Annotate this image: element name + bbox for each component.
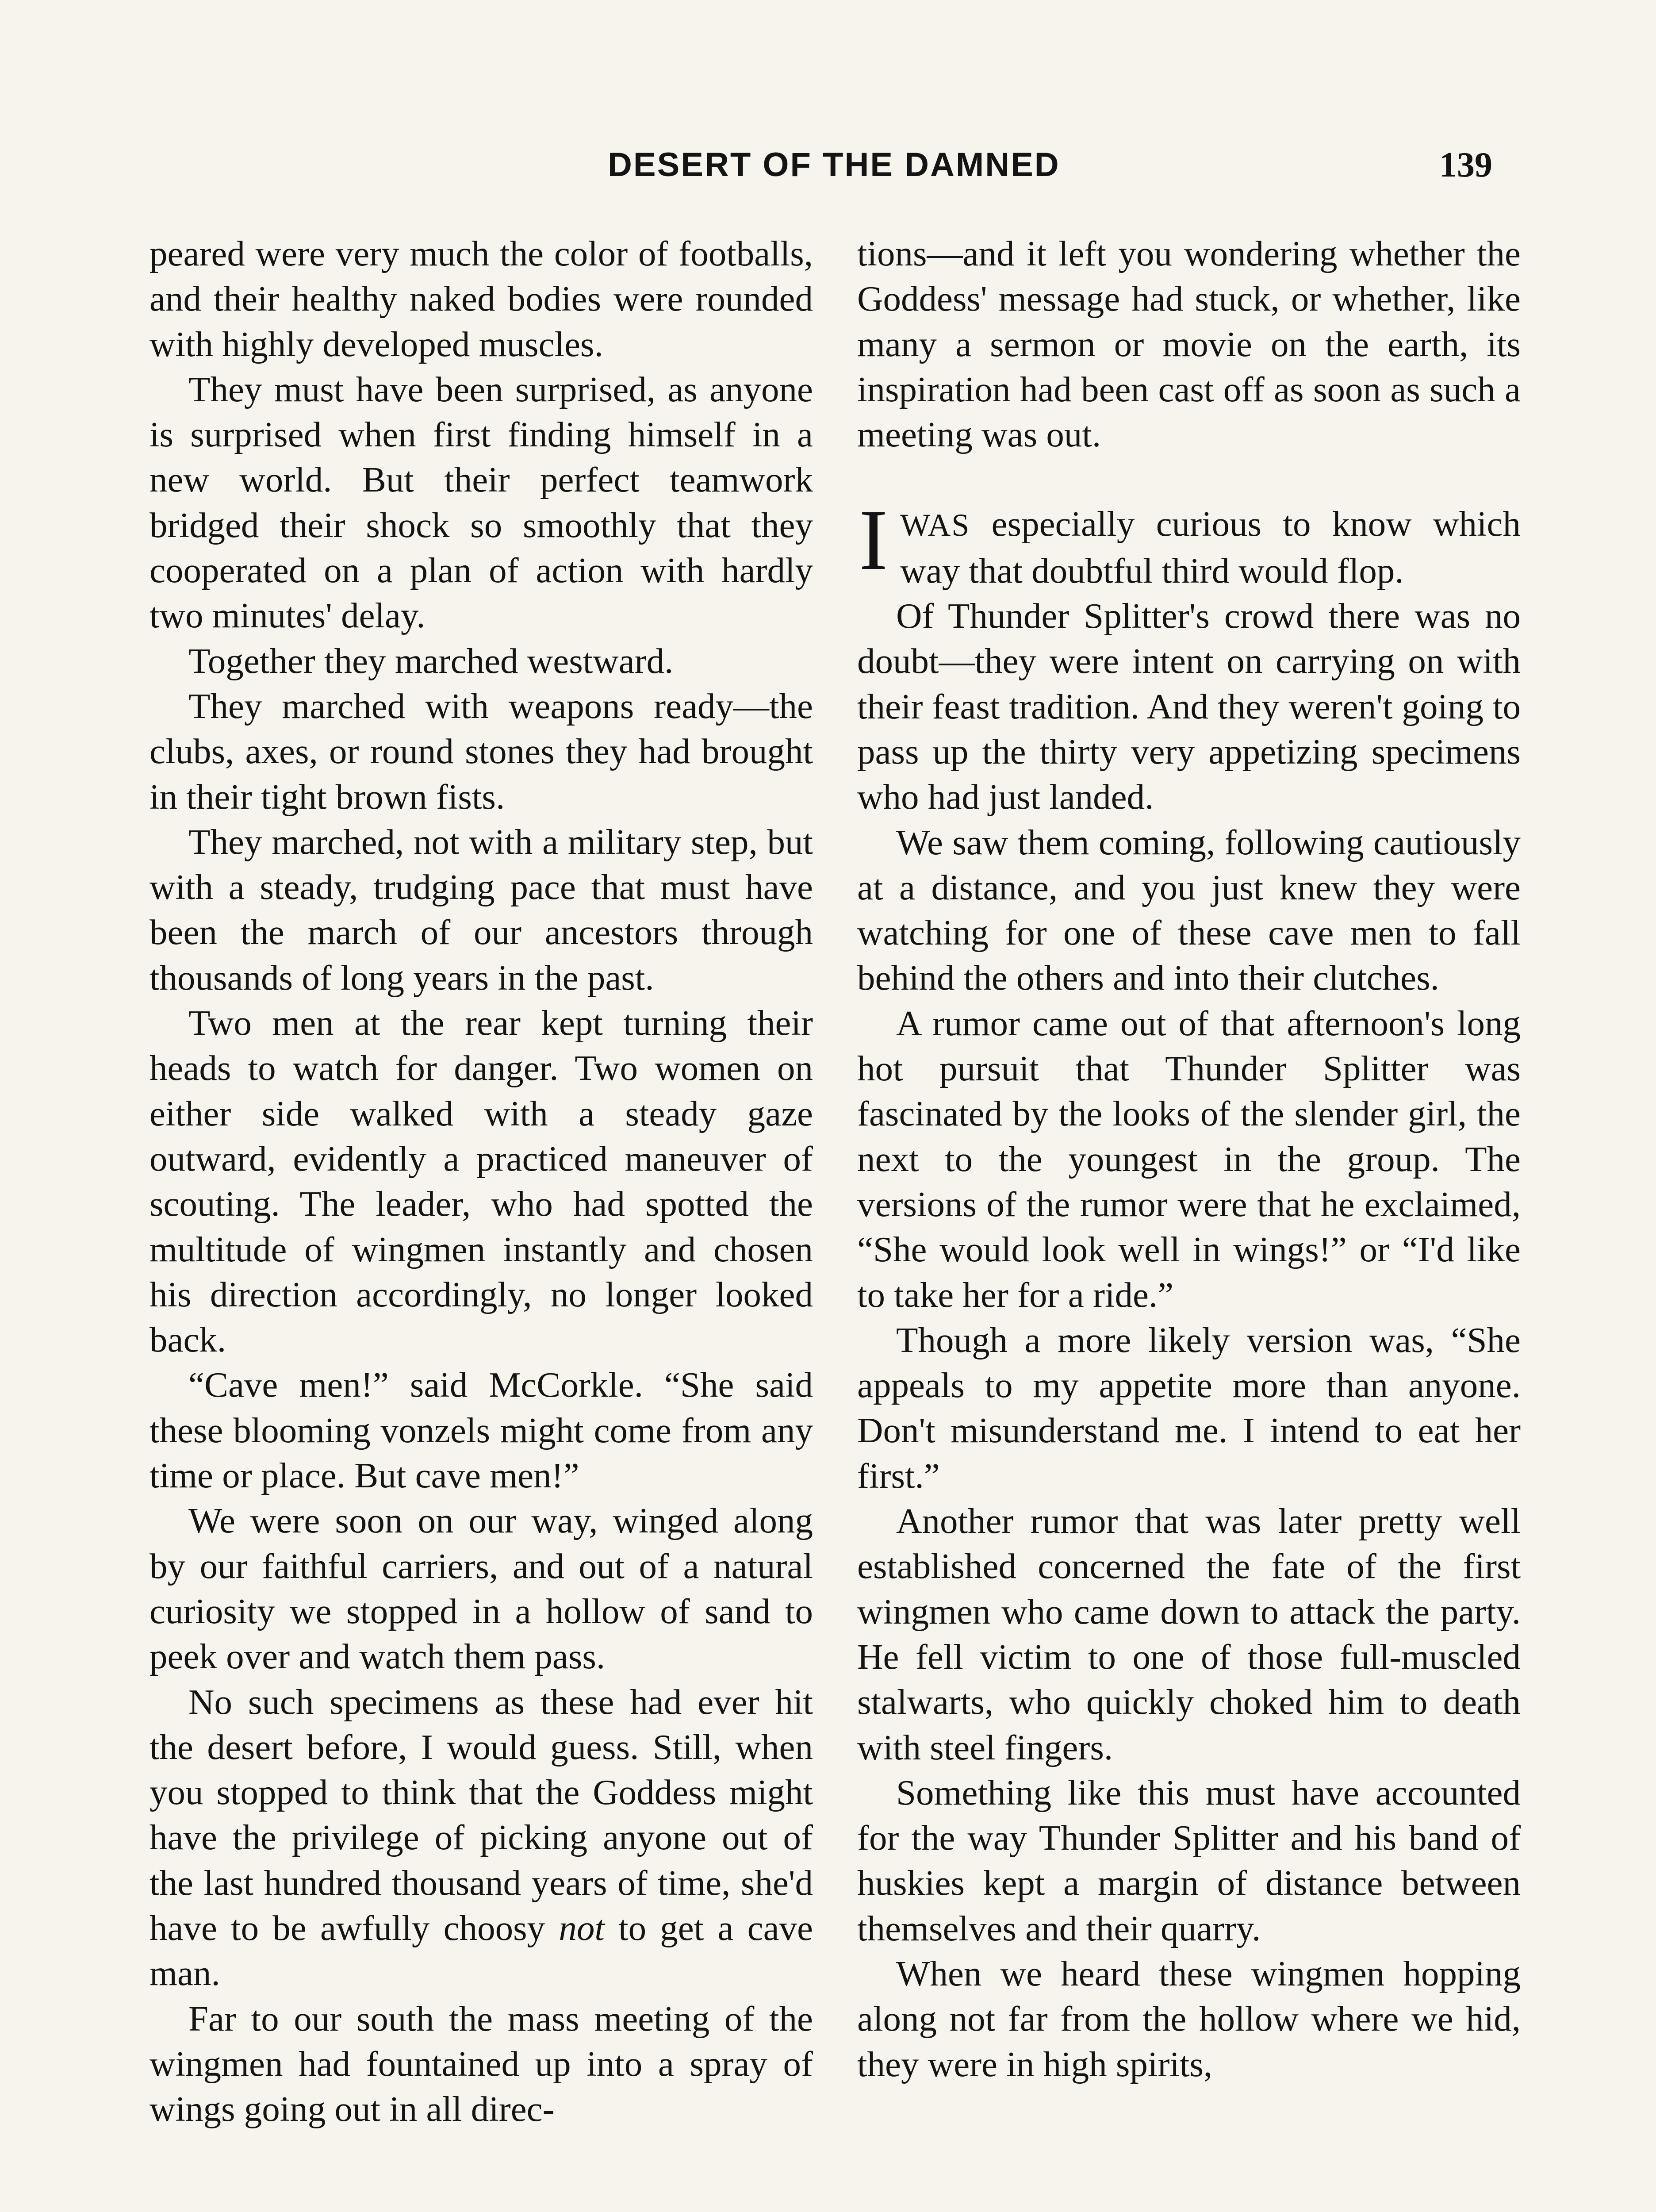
section-opening-paragraph <box>857 492 1521 593</box>
paragraph: Far to our south the mass meeting of the wingmen had fountained up into a spray of wings going out in all direc- <box>150 1998 813 2129</box>
paragraph <box>150 1679 813 1996</box>
paragraph: Two men at the rear kept turning their heads to watch for danger. Two women on either side walked with a steady gaze outward, evidently a practiced maneuver of scouting. The leader, who had spotted the multitude of wingmen instantly and chosen his direction accordingly, no longer looked back. <box>150 1003 813 1360</box>
paragraph: They marched, not with a military step, but with a steady, trudging pace that must have been the march of our ancestors through thousands of long years in the past. <box>150 822 813 998</box>
paragraph: peared were very much the color of footballs, and their healthy naked bodies were rounded with highly developed muscles. <box>150 234 813 364</box>
paragraph-text: No such specimens as these had ever hit the desert before, I would guess. Still, when you stopped to think that the Goddess might have the privilege of picking anyone out of the last hundred thousand years of time, she'd have to be awfully choosy <box>150 1682 813 1948</box>
paragraph: Of Thunder Splitter's crowd there was no doubt—they were intent on carrying on with their feast tradition. And they weren't going to pass up the thirty very appetizing specimens who had just landed. <box>857 596 1521 817</box>
emphasis-word: not <box>559 1908 605 1948</box>
paragraph-text: to get a cave man. <box>150 1908 813 1993</box>
paragraph: Something like this must have accounted for the way Thunder Splitter and his band of huskies kept a margin of distance between themselves and their quarry. <box>857 1772 1521 1948</box>
paragraph: Together they marched westward. <box>188 641 674 681</box>
paragraph-text: especially curious to know which way that doubtful third would flop. <box>900 504 1521 591</box>
paragraph: We were soon on our way, winged along by our faithful carriers, and out of a natural curiosity we stopped in a hollow of sand to peek over and watch them pass. <box>150 1501 813 1677</box>
paragraph: tions—and it left you wondering whether the Goddess' message had stuck, or whether, like many a sermon or movie on the earth, its inspiration had been cast off as soon as such a meeting was out. <box>857 234 1521 455</box>
paragraph: “Cave men!” said McCorkle. “She said these blooming vonzels might come from any time or place. But cave men!” <box>150 1365 813 1496</box>
running-title: DESERT OF THE DAMNED <box>608 146 1060 184</box>
paragraph: They marched with weapons ready—the clubs, axes, or round stones they had brought in their tight brown fists. <box>150 686 813 817</box>
paragraph: When we heard these wingmen hopping along not far from the hollow where we hid, they were in high spirits, <box>857 1953 1521 2084</box>
paragraph: Another rumor that was later pretty well established concerned the fate of the first wingmen who came down to attack the party. He fell victim to one of those full-muscled stalwarts, who quickly choked him to death with steel fingers. <box>857 1501 1521 1767</box>
paragraph: Though a more likely version was, “She appeals to my appetite more than anyone. Don't misunderstand me. I intend to eat her first.” <box>857 1320 1521 1496</box>
paragraph: We saw them coming, following cautiously at a distance, and you just knew they were watching for one of these cave men to fall behind the others and into their clutches. <box>857 822 1521 998</box>
page-header <box>0 141 1656 189</box>
drop-cap: I <box>859 492 888 588</box>
page-number: 139 <box>1439 146 1492 184</box>
right-column <box>857 231 1521 2087</box>
paragraph: A rumor came out of that afternoon's long hot pursuit that Thunder Splitter was fascinated by the looks of the slender girl, the next to the youngest in the group. The versions of the rumor were that he exclaimed, “She would look well in wings!” or “I'd like to take her for a ride.” <box>857 1003 1521 1315</box>
left-column <box>150 231 813 2131</box>
paragraph: They must have been surprised, as anyone is surprised when first finding himself in a new world. But their perfect teamwork bridged their shock so smoothly that they cooperated on a plan of action with hardly two minutes' delay. <box>150 369 813 636</box>
small-caps-lead: WAS <box>900 507 970 543</box>
